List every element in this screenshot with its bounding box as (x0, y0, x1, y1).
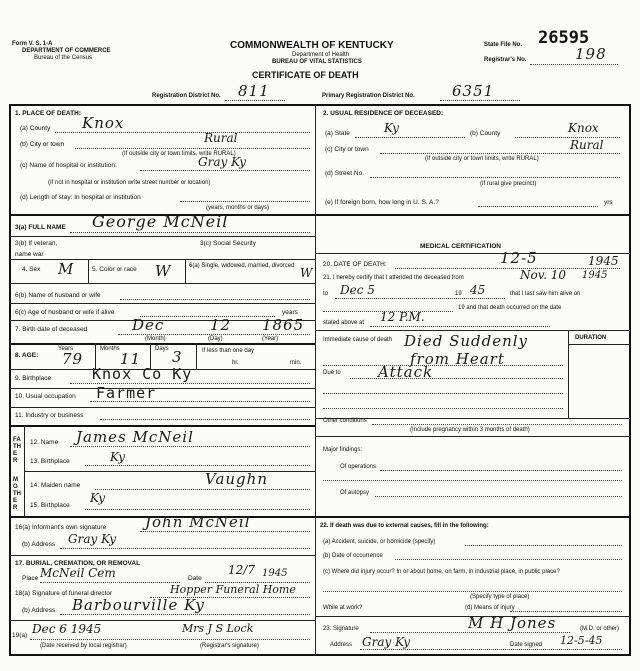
at-work-label: While at work? (323, 605, 363, 611)
city-label: (b) City or town (20, 141, 65, 148)
hospital-note: (If not in hospital or institution write street number or location) (48, 180, 211, 186)
res-city: Rural (570, 138, 604, 152)
hospital-label: (c) Name of hospital or institution: (20, 162, 117, 169)
burial-label: 17. BURIAL, CREMATION, OR REMOVAL (15, 560, 141, 567)
occupation-value: Farmer (96, 384, 157, 402)
fullname-label: 3(a) FULL NAME (15, 224, 66, 231)
mother-birthplace: Ky (90, 491, 105, 505)
res-state: Ky (384, 121, 399, 135)
birth-month: Dec (132, 316, 165, 334)
registrar-no-label: Registrar's No. (484, 57, 527, 63)
reg-district-label: Registration District No. (152, 93, 221, 99)
immediate-cause: Died Suddenly (404, 332, 529, 350)
foreign-born-label: (e) If foreign born, how long in U. S. A.? (325, 199, 439, 206)
specify-place-note: (Specify type of place) (470, 594, 530, 600)
director-label: 18(a) Signature of funeral director (15, 590, 113, 597)
year-caption: (Year) (262, 336, 279, 342)
death-occurred-label: 19 and that death occurred on the date (458, 305, 562, 311)
external-causes-heading: 22. If death was due to external causes, fill in the following: (320, 523, 489, 529)
commonwealth-title: COMMONWEALTH OF KENTUCKY (230, 40, 394, 51)
reg-district-number: 811 (238, 82, 270, 100)
major-findings-label: Major findings: (323, 447, 363, 453)
res-county: Knox (568, 121, 599, 135)
birthdate-label: 7. Birth date of deceased (15, 326, 88, 333)
social-security-label: 3(c) Social Security (200, 240, 256, 247)
attended-from: Nov. 10 (520, 268, 566, 282)
due-to: Attack (378, 363, 434, 381)
stay-note: (years, months or days) (206, 205, 270, 211)
street-note: (If rural give precinct) (480, 181, 537, 187)
department-name: DEPARTMENT OF COMMERCE (22, 48, 111, 54)
date-received: Dec 6 1945 (32, 622, 102, 636)
registrar-number: 198 (575, 45, 607, 63)
res-state-label: (a) State (325, 130, 350, 137)
father-vertical-label: FATHER (13, 437, 21, 464)
accident-label: (a) Accident, suicide, or homicide (specify) (323, 539, 436, 545)
min-label: min. (290, 360, 302, 366)
attended-to-year: 45 (470, 283, 486, 297)
color-label: 5. Color or race (92, 266, 137, 273)
operations-label: Of operations (340, 464, 377, 470)
occurrence-label: (b) Date of occurrence (323, 553, 383, 559)
bureau-census: Bureau of the Census (34, 55, 93, 61)
injury-location-label: (c) Where did injury occur? In or about home, on farm, in industrial place, in public place? (323, 569, 560, 575)
under-one-day-label: If less than one day (202, 348, 255, 354)
certify-label: 21. I hereby certify that I attended the deceased from (323, 275, 464, 281)
informant-address-label: (b) Address (22, 541, 56, 548)
burial-date: 12/7 (228, 563, 255, 577)
attended-to-year-prefix: 19 (455, 291, 462, 297)
deceased-name: George McNeil (92, 212, 229, 231)
primary-district-label: Primary Registration District No. (322, 93, 415, 99)
pregnancy-note: (Include pregnancy within 3 months of death) (410, 427, 530, 433)
registrar-signature: Mrs J S Lock (182, 622, 254, 635)
age-years-caption: Years (58, 346, 74, 352)
city-rural-note: (If outside city or town limits, write RURAL) (122, 151, 236, 157)
father-name: James McNeil (76, 428, 194, 446)
mother-birthplace-label: 15. Birthplace (30, 502, 70, 509)
director-address: Barbourville Ky (72, 596, 205, 614)
age-days-caption: Days (155, 346, 169, 352)
duration-header: DURATION (575, 335, 607, 341)
death-county: Knox (82, 114, 125, 132)
primary-district-number: 6351 (452, 82, 495, 100)
sex-value: M (58, 260, 75, 278)
spouse-age-unit: years (282, 309, 298, 316)
physician-signature-label: 23. Signature (323, 626, 359, 632)
date-of-death: 12-5 (500, 249, 538, 267)
industry-label: 11. Industry or business (15, 412, 84, 419)
means-label: (d) Means of injury (465, 605, 515, 611)
res-city-note: (If outside city or town limits, write RURAL) (425, 156, 539, 162)
medical-heading: MEDICAL CERTIFICATION (420, 243, 502, 250)
hospital-name: Gray Ky (198, 155, 247, 169)
to-label: to (323, 291, 329, 297)
county-label: (a) County (20, 125, 51, 132)
burial-place: McNeil Cem (40, 566, 116, 580)
birth-year: 1865 (262, 316, 305, 334)
age-days: 3 (172, 348, 183, 366)
immediate-cause-label: Immediate cause of death (323, 337, 393, 343)
dept-health: Department of Health (292, 52, 350, 58)
autopsy-label: Of autopsy (340, 490, 370, 496)
attended-to: Dec 5 (340, 283, 375, 297)
death-city: Rural (204, 131, 238, 145)
residence-heading: 2. USUAL RESIDENCE OF DECEASED: (323, 110, 444, 117)
informant-label: 16(a) Informant's own signature (15, 524, 107, 531)
informant-address: Gray Ky (68, 532, 117, 546)
place-of-death-heading: 1. PLACE OF DEATH: (15, 110, 81, 117)
father-birthplace: Ky (110, 450, 125, 464)
hr-label: hr. (232, 360, 239, 366)
date-death-label: 20. DATE OF DEATH: (323, 261, 387, 268)
state-file-label: State File No. (484, 42, 523, 48)
form-number: Form V. S. 1-A (12, 41, 53, 47)
informant-signature: John McNeil (145, 513, 251, 531)
marital-label: 6(a) Single, widowed, married, divorced (189, 263, 295, 269)
age-months-caption: Months (100, 346, 120, 352)
stated-time: 12 P.M. (380, 310, 425, 324)
father-name-label: 12. Name (30, 439, 59, 446)
burial-date-label: Date (188, 575, 202, 582)
color-value: W (155, 262, 172, 280)
physician-note: (M.D. or other) (580, 626, 620, 632)
occupation-label: 10. Usual occupation (15, 393, 76, 400)
res-county-label: (b) County (470, 130, 501, 137)
spouse-age-label: 6(c) Age of husband or wife if alive (15, 309, 115, 316)
age-label: 8. AGE: (15, 352, 39, 359)
res-city-label: (c) City or town (325, 146, 369, 153)
war-label: name war (15, 251, 44, 258)
date-of-death-year: 1945 (588, 254, 619, 268)
date-received-label: 19(a) (12, 632, 28, 639)
bureau-vital: BUREAU OF VITAL STATISTICS (272, 59, 362, 65)
foreign-born-unit: yrs (604, 199, 613, 206)
physician-address: Gray Ky (362, 635, 411, 649)
birth-day: 12 (210, 316, 232, 334)
stay-label: (d) Length of stay: In hospital or institution (20, 194, 141, 201)
mother-maiden-label: 14. Maiden name (30, 482, 81, 489)
signed-date-label: Date signed (510, 642, 543, 648)
sex-label: 4. Sex (22, 266, 41, 273)
director-address-label: (b) Address (22, 607, 56, 614)
father-birthplace-label: 13. Birthplace (30, 458, 70, 465)
physician-signature: M H Jones (468, 614, 557, 632)
certificate-title: CERTIFICATE OF DEATH (252, 70, 359, 80)
age-months: 11 (120, 350, 142, 368)
signed-date: 12-5-45 (560, 634, 603, 647)
mother-vertical-label: MOTHER (13, 477, 21, 511)
last-saw-label: that I last saw him alive on (510, 291, 581, 297)
date-received-caption: (Date received by local registrar) (40, 643, 127, 649)
veteran-label: 3(b) If veteran, (15, 240, 58, 247)
burial-year: 1945 (262, 568, 288, 579)
due-to-label: Due to (323, 370, 341, 376)
burial-place-label: Place (22, 575, 39, 582)
street-label: (d) Street No. (325, 170, 365, 177)
funeral-director: Hopper Funeral Home (170, 583, 296, 596)
age-years: 79 (62, 350, 84, 368)
spouse-label: 6(b) Name of husband or wife (15, 292, 101, 299)
marital-value: W (300, 266, 313, 280)
other-conditions-label: Other conditions (323, 418, 367, 424)
registrar-signature-caption: (Registrar's signature) (200, 643, 259, 649)
physician-address-label: Address (330, 642, 353, 648)
mother-maiden-name: Vaughn (205, 470, 268, 488)
attended-from-year: 1945 (582, 270, 608, 281)
birthplace-value: Knox Co Ky (92, 365, 193, 383)
day-caption: (Day) (208, 336, 223, 342)
month-caption: (Month) (145, 336, 166, 342)
birthplace-label: 9. Birthplace (15, 375, 52, 382)
immediate-cause-continued: from Heart (410, 350, 505, 368)
stated-above-label: stated above at (323, 320, 365, 326)
state-file-number: 26595 (538, 28, 590, 48)
